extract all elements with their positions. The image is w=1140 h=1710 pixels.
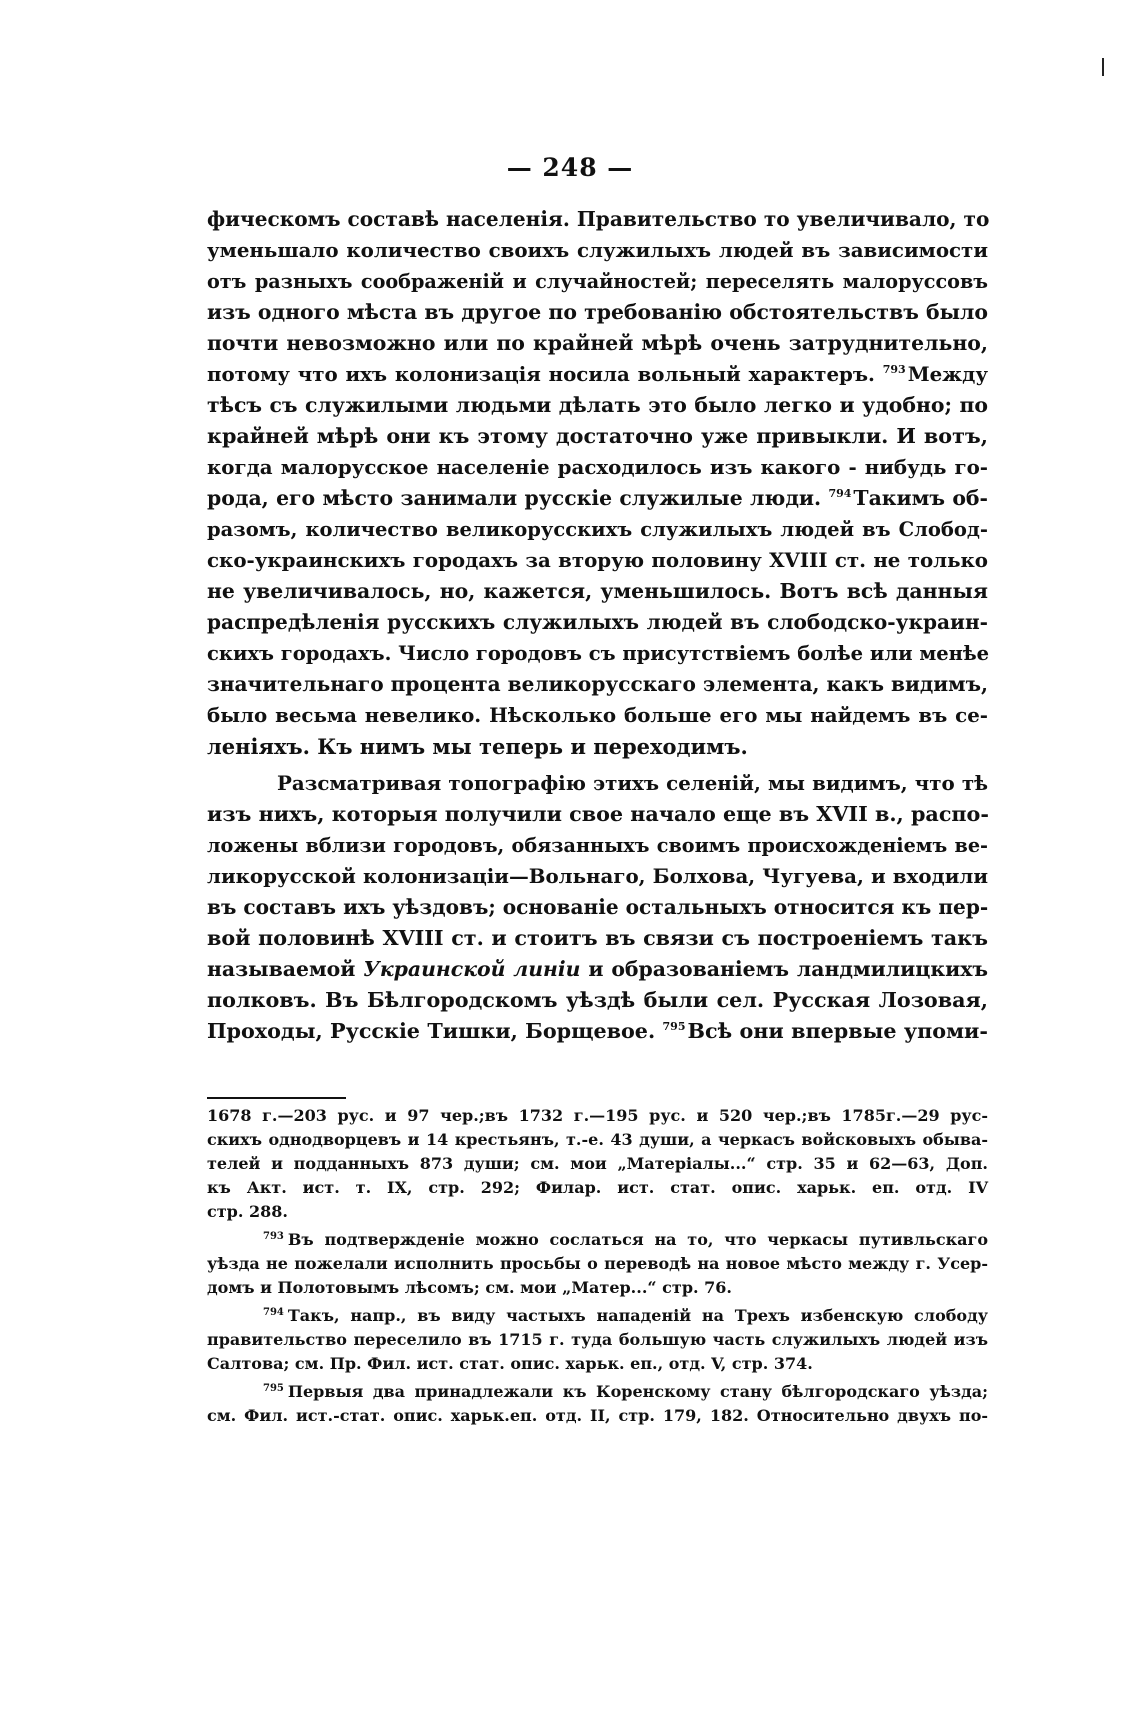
text-segment: Проходы, Русскіе Тишки, Борщевое.	[207, 1019, 656, 1043]
footnote-line	[207, 1380, 988, 1404]
text-line: разомъ, количество великорусскихъ служилыхъ людей въ Слобод-	[207, 518, 988, 541]
text-line: ско-украинскихъ городахъ за вторую половину XVIII ст. не только	[207, 548, 988, 572]
footnote-line: скихъ однодворцевъ и 14 крестьянъ, т.-е. 43 души, а черкасъ войсковыхъ обыва-	[207, 1130, 988, 1149]
footnotes	[207, 1104, 988, 1432]
footnote-continued	[207, 1104, 988, 1224]
text-line: почти невозможно или по крайней мѣрѣ очень затруднительно,	[207, 331, 988, 355]
text-line: уменьшало количество своихъ служилыхъ людей въ зависимости	[207, 238, 988, 262]
footnote-ref: 795	[662, 1020, 686, 1033]
paragraph-2	[207, 768, 988, 1047]
footnote-line: см. Фил. ист.-стат. опис. харьк.еп. отд. II, стр. 179, 182. Относительно двухъ по-	[207, 1406, 988, 1425]
text-segment: Первыя два принадлежали къ Коренскому стану бѣлгородскаго уѣзда;	[287, 1382, 988, 1401]
text-line: тѣсъ съ служилыми людьми дѣлать это было легко и удобно; по	[207, 393, 988, 417]
text-line: скихъ городахъ. Число городовъ съ присутствіемъ болѣе или менѣе	[207, 642, 990, 665]
footnote-ref: 794	[828, 487, 852, 500]
emphasized-text: Украинской линіи	[363, 957, 581, 981]
text-line: значительнаго процента великорусскаго элемента, какъ видимъ,	[207, 672, 989, 696]
footnote-line: къ Акт. ист. т. IX, стр. 292; Филар. ист. стат. опис. харьк. еп. отд. IV	[207, 1178, 988, 1197]
footnote-line: правительство переселило въ 1715 г. туда большую часть служилыхъ людей изъ	[207, 1330, 988, 1349]
text-line: когда малорусское населеніе расходилось изъ какого - нибудь го-	[207, 455, 988, 479]
text-segment: Въ подтвержденіе можно сослаться на то, что черкасы путивльскаго	[287, 1230, 988, 1249]
text-line	[207, 483, 988, 514]
text-segment: рода, его мѣсто занимали русскіе служилые люди.	[207, 486, 822, 510]
text-segment: потому что ихъ колонизація носила вольный характеръ.	[207, 362, 875, 386]
main-text	[207, 204, 988, 1047]
footnote-line: домъ и Полотовымъ лѣсомъ; см. мои „Матер...“ стр. 76.	[207, 1278, 732, 1297]
text-segment: Такимъ об-	[853, 486, 988, 510]
text-line: не увеличивалось, но, кажется, уменьшилось. Вотъ всѣ данныя	[207, 579, 988, 603]
text-line: леніяхъ. Къ нимъ мы теперь и переходимъ.	[207, 734, 748, 759]
text-line: крайней мѣрѣ они къ этому достаточно уже привыкли. И вотъ,	[207, 424, 988, 448]
footnote-line: Салтова; см. Пр. Фил. ист. стат. опис. харьк. еп., отд. V, стр. 374.	[207, 1354, 813, 1373]
footnote-number: 793	[263, 1231, 284, 1242]
text-line: распредѣленія русскихъ служилыхъ людей въ слободско-украин-	[207, 610, 988, 634]
page-number: — 248 —	[506, 153, 634, 182]
text-line: въ составъ ихъ уѣздовъ; основаніе остальныхъ относится къ пер-	[207, 895, 989, 919]
footnote-line: уѣзда не пожелали исполнить просьбы о переводѣ на новое мѣсто между г. Усер-	[207, 1254, 988, 1273]
footnote-line	[207, 1304, 988, 1328]
footnote-794	[207, 1304, 988, 1376]
footnote-line	[207, 1228, 988, 1252]
footnote-number: 795	[263, 1383, 284, 1394]
footnote-line: телей и подданныхъ 873 души; см. мои „Матеріалы...“ стр. 35 и 62—63, Доп.	[207, 1154, 988, 1173]
footnote-number: 794	[263, 1307, 284, 1318]
text-segment: Всѣ они впервые упоми-	[687, 1019, 988, 1043]
text-line: Разсматривая топографію этихъ селеній, мы видимъ, что тѣ	[277, 771, 988, 795]
text-segment: Между	[907, 362, 988, 386]
text-line: изъ одного мѣста въ другое по требованію обстоятельствъ было	[207, 300, 988, 324]
page-edge-mark	[1102, 58, 1104, 76]
paragraph-1	[207, 204, 988, 762]
text-segment: называемой	[207, 957, 356, 981]
text-line	[207, 359, 988, 390]
footnote-line: стр. 288.	[207, 1202, 288, 1221]
text-line: полковъ. Въ Бѣлгородскомъ уѣздѣ были сел. Русская Лозовая,	[207, 988, 988, 1012]
footnote-divider	[207, 1097, 346, 1099]
text-line	[207, 954, 988, 985]
text-segment: и образованіемъ ландмилицкихъ	[588, 957, 989, 981]
text-line: изъ нихъ, которыя получили свое начало еще въ XVII в., распо-	[207, 802, 989, 826]
text-line: ложены вблизи городовъ, обязанныхъ своимъ происхожденіемъ ве-	[207, 834, 988, 857]
text-line: отъ разныхъ соображеній и случайностей; переселять малоруссовъ	[207, 270, 988, 293]
footnote-795	[207, 1380, 988, 1428]
text-line: ликорусской колонизаціи—Вольнаго, Болхова, Чугуева, и входили	[207, 864, 988, 888]
footnote-line: 1678 г.—203 рус. и 97 чер.;въ 1732 г.—195 рус. и 520 чер.;въ 1785г.—29 рус-	[207, 1106, 988, 1125]
text-line: вой половинѣ XVIII ст. и стоитъ въ связи съ построеніемъ такъ	[207, 926, 988, 950]
footnote-793	[207, 1228, 988, 1300]
text-line: было весьма невелико. Нѣсколько больше его мы найдемъ въ се-	[207, 703, 988, 727]
text-segment: Такъ, напр., въ виду частыхъ нападеній на Трехъ избенскую слободу	[287, 1306, 988, 1325]
footnote-ref: 793	[882, 363, 906, 376]
text-line: фическомъ составѣ населенія. Правительство то увеличивало, то	[207, 207, 990, 231]
text-line	[207, 1016, 988, 1047]
